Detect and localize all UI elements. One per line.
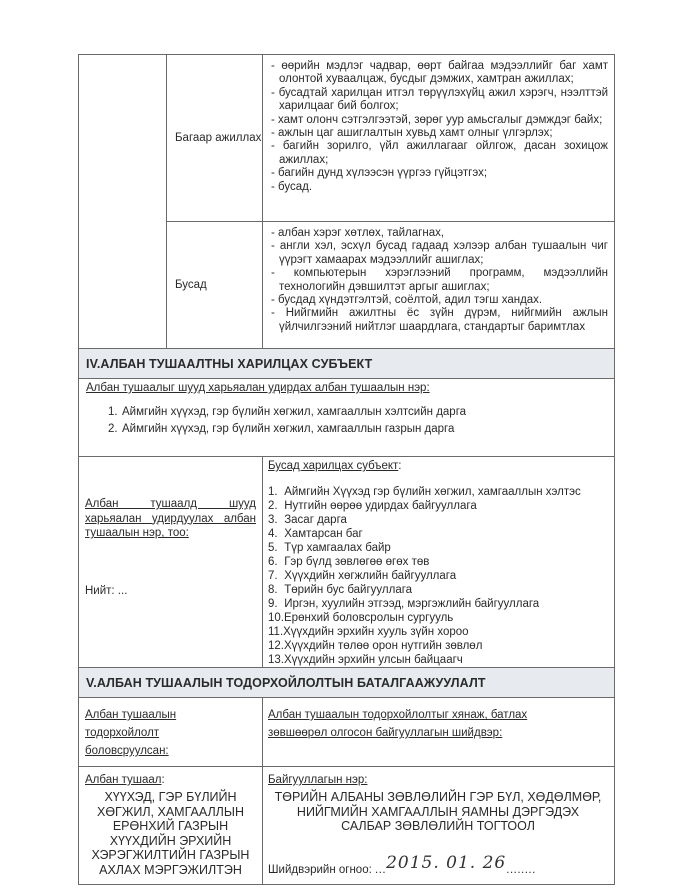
bullet-item: - бусдад хүндэтгэлтэй, соёлтой, адил тэгш хандах. bbox=[271, 294, 608, 307]
organization-cell bbox=[263, 767, 615, 885]
other-subject-item: 10.Ерөнхий боловсролын сургууль bbox=[268, 612, 454, 624]
other-subjects-label: Бусад харилцах субъект bbox=[268, 460, 399, 472]
competency-label: Багаар ажиллах bbox=[167, 55, 263, 222]
other-subject-item: 2. Нутгийн өөрөө удирдах байгууллага bbox=[268, 500, 477, 512]
supervisor-row bbox=[79, 379, 615, 457]
competency-label: Бусад bbox=[167, 222, 263, 349]
position-value: ХҮҮХЭД, ГЭР БҮЛИЙН ХӨГЖИЛ, ХАМГААЛЛЫН ЕРӨНХИЙ ГАЗРЫН ХҮҮХДИЙН ЭРХИЙН ХЭРЭГЖИЛТИЙН ГАЗРЫН АХЛАХ МЭРГЭЖИЛТЭН bbox=[91, 790, 250, 877]
supervisor-item: 1. Аймгийн хүүхэд, гэр бүлийн хөгжил, хамгааллын хэлтсийн дарга bbox=[108, 406, 467, 418]
org-label: Байгууллагын нэр: bbox=[268, 774, 368, 786]
bullet-item: - багийн дунд хүлээсэн үүргээ гүйцэтгэх; bbox=[271, 167, 608, 180]
section5-header-row bbox=[79, 668, 615, 698]
other-subject-item: 8. Төрийн бус байгууллага bbox=[268, 584, 413, 596]
competency-row-teamwork bbox=[79, 55, 615, 222]
bullet-item: - ажлын цаг ашиглалтын хувьд хамт олныг үлгэрлэх; bbox=[271, 127, 608, 140]
position-cell: Албан тушаал: ХҮҮХЭД, ГЭР БҮЛИЙН ХӨГЖИЛ, ХАМГААЛЛЫН ЕРӨНХИЙ ГАЗРЫН ХҮҮХДИЙН ЭРХИЙН ХЭРЭГЖИЛТИЙН ГАЗРЫН АХЛАХ МЭРГЭЖИЛТЭН bbox=[79, 767, 263, 885]
prepared-by-label: Албан тушаалын тодорхойлолт боловсруулсан: bbox=[85, 709, 177, 757]
supervisor-item: 2. Аймгийн хүүхэд, гэр бүлийн хөгжил, хамгааллын газрын дарга bbox=[108, 423, 455, 435]
prepared-by-cell bbox=[79, 698, 263, 767]
org-name: ТӨРИЙН АЛБАНЫ ЗӨВЛӨЛИЙН ГЭР БҮЛ, ХӨДӨЛМӨР, НИЙГМИЙН ХАМГААЛЛЫН ЯАМНЫ ДЭРГЭДЭХ САЛБАР ЗӨВЛӨЛИЙН ТОГТООЛ bbox=[274, 790, 602, 833]
competency-items bbox=[263, 222, 615, 349]
other-subject-item: 13.Хүүхдийн эрхийн улсын байцаагч bbox=[268, 654, 463, 666]
bullet-item: - албан хэрэг хөтлөх, тайлагнах, bbox=[271, 227, 608, 240]
approval-label: Албан тушаалын тодорхойлолтыг хянаж, батлах зөвшөөрөл олгосон байгууллагын шийдвэр: bbox=[268, 709, 528, 739]
supervisor-cell bbox=[79, 379, 615, 457]
job-description-table bbox=[78, 54, 615, 885]
verification-values-row bbox=[79, 767, 615, 885]
total-count: Нийт: ... bbox=[85, 585, 128, 597]
document-page bbox=[78, 54, 614, 885]
supervisor-list bbox=[86, 404, 607, 438]
empty-category-cell bbox=[79, 55, 167, 349]
supervisor-label: Албан тушаалыг шууд харьяалан удирдах албан тушаалын нэр: bbox=[86, 382, 430, 394]
bullet-item: - хамт олонч сэтгэлгээтэй, зөрөг уур амьсгалыг дэмждэг байх; bbox=[271, 114, 608, 127]
other-subject-item: 1. Аймгийн Хүүхэд гэр бүлийн хөгжил, хамгааллын хэлтэс bbox=[268, 486, 581, 498]
subjects-row bbox=[79, 457, 615, 668]
decision-date-value: 2015. 01. 26 bbox=[386, 852, 507, 873]
section4-header-row bbox=[79, 349, 615, 379]
other-subject-item: 12.Хүүхдийн төлөө орон нутгийн зөвлөл bbox=[268, 640, 483, 652]
bullet-item: - бусадтай харилцан итгэл төрүүлэхүйц ажил хэрэгч, нээлттэй харилцааг бий болгох; bbox=[271, 87, 608, 114]
position-label: Албан тушаал bbox=[85, 774, 162, 786]
other-subject-item: 4. Хамтарсан баг bbox=[268, 528, 363, 540]
subordinate-cell bbox=[79, 457, 263, 668]
subordinate-label: Албан тушаалд шууд харьяалан удирдуулах албан тушаалын нэр, тоо: bbox=[85, 498, 256, 539]
bullet-item: - Нийгмийн ажилтны ёс зүйн дүрэм, нийгмийн ажлын үйлчилгээний нийтлэг шаардлага, стандартыг баримтлах bbox=[271, 307, 608, 334]
approval-cell bbox=[263, 698, 615, 767]
decision-date: Шийдвэрийн огноо: ...2015. 01. 26........ bbox=[268, 852, 536, 876]
other-subject-item: 7. Хүүхдийн хөгжлийн байгууллага bbox=[268, 570, 457, 582]
section-title: V.АЛБАН ТУШААЛЫН ТОДОРХОЙЛОЛТЫН БАТАЛГААЖУУЛАЛТ bbox=[79, 668, 615, 698]
other-subjects-cell: Бусад харилцах субъект: 1. Аймгийн Хүүхэд гэр бүлийн хөгжил, хамгааллын хэлтэс 2. Нутгийн өөрөө удирдах байгууллага 3. Засаг дарга 4. Хамтарсан баг 5. Түр хамгаалах байр 6. Гэр бүлд зөвлөгөө өгөх төв 7. Хүүхдийн хөгжлийн байгууллага 8. Төрийн бус байгууллага 9. Иргэн, хуулийн этгээд, мэргэжлийн байгууллага 10.Ерөнхий боловсролын сургууль 11.Хүүхдийн эрхийн хууль зүйн хороо 12.Хүүхдийн төлөө орон нутгийн зөвлөл 13.Хүүхдийн эрхийн улсын байцаагч bbox=[263, 457, 615, 668]
bullet-item: - компьютерын хэрэглээний программ, мэдээллийн технологийн дэвшилтэт аргыг ашиглах; bbox=[271, 267, 608, 294]
decision-date-label: Шийдвэрийн огноо: bbox=[268, 863, 372, 876]
other-subject-item: 5. Түр хамгаалах байр bbox=[268, 542, 391, 554]
competency-items bbox=[263, 55, 615, 222]
bullet-item: - багийн зорилго, үйл ажиллагааг ойлгож, дасан зохицож ажиллах; bbox=[271, 140, 608, 167]
other-subject-item: 11.Хүүхдийн эрхийн хууль зүйн хороо bbox=[268, 626, 469, 638]
verification-labels-row bbox=[79, 698, 615, 767]
bullet-item: - англи хэл, эсхүл бусад гадаад хэлээр албан тушаалын чиг үүрэгт хамаарах мэдээллийг ашиглах; bbox=[271, 240, 608, 267]
bullet-item: - өөрийн мэдлэг чадвар, өөрт байгаа мэдээллийг баг хамт олонтой хуваалцаж, бусдыг дэмжих, хамтран ажиллах; bbox=[271, 60, 608, 87]
other-subject-item: 3. Засаг дарга bbox=[268, 514, 347, 526]
bullet-item: - бусад. bbox=[271, 181, 608, 194]
other-subject-item: 9. Иргэн, хуулийн этгээд, мэргэжлийн байгууллага bbox=[268, 598, 540, 610]
section-title: IV.АЛБАН ТУШААЛТНЫ ХАРИЛЦАХ СУБЪЕКТ bbox=[79, 349, 615, 379]
other-subject-item: 6. Гэр бүлд зөвлөгөө өгөх төв bbox=[268, 556, 430, 568]
